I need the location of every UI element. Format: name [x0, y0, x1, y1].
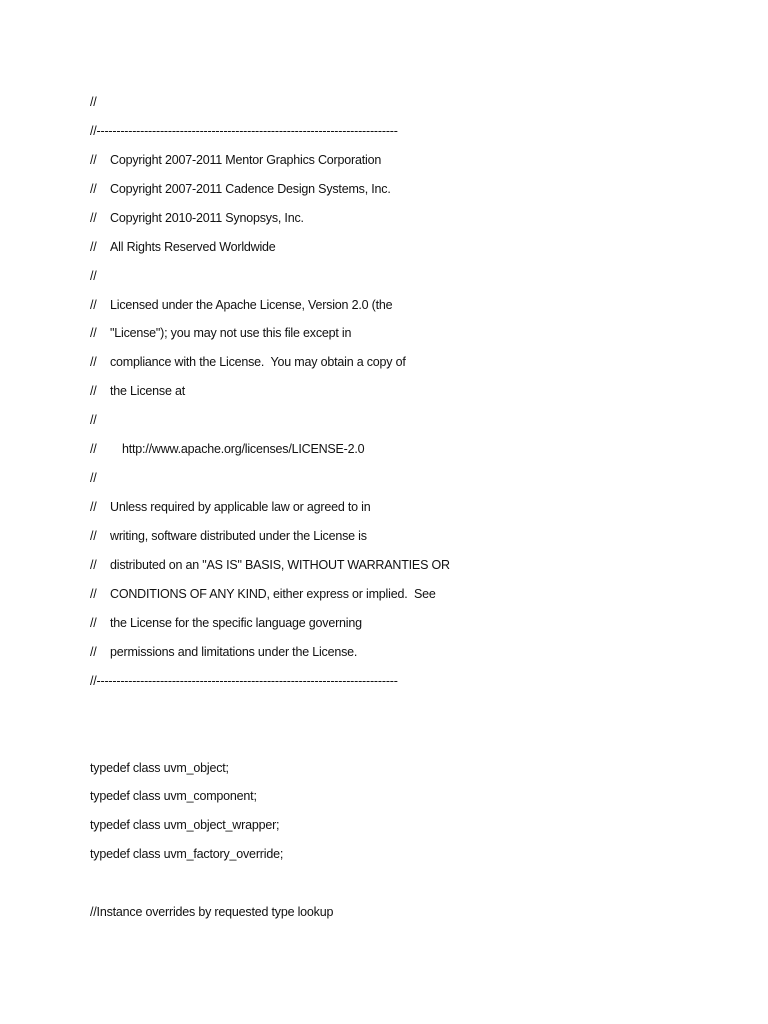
typedef-line: typedef class uvm_object;: [90, 761, 229, 775]
license-line: // distributed on an "AS IS" BASIS, WITHOUT WARRANTIES OR: [90, 558, 450, 572]
license-line: // permissions and limitations under the License.: [90, 645, 358, 659]
rights-line: // All Rights Reserved Worldwide: [90, 240, 276, 254]
license-url: http://www.apache.org/licenses/LICENSE-2.0: [122, 442, 365, 456]
code-comment: //Instance overrides by requested type lookup: [90, 905, 334, 919]
typedef-line: typedef class uvm_factory_override;: [90, 847, 284, 861]
license-line: // compliance with the License. You may obtain a copy of: [90, 355, 406, 369]
typedef-line: typedef class uvm_object_wrapper;: [90, 818, 280, 832]
separator-line: //----------------------------------------------------------------------------: [90, 674, 398, 688]
license-url-line: // http://www.apache.org/licenses/LICENSE-2.0: [90, 442, 365, 456]
comment-line: //: [90, 95, 97, 109]
separator-line: //----------------------------------------------------------------------------: [90, 124, 398, 138]
license-line: // CONDITIONS OF ANY KIND, either express or implied. See: [90, 587, 436, 601]
license-line: // the License at: [90, 384, 186, 398]
copyright-line: // Copyright 2010-2011 Synopsys, Inc.: [90, 211, 304, 225]
license-line: // Unless required by applicable law or agreed to in: [90, 500, 371, 514]
typedef-line: typedef class uvm_component;: [90, 789, 257, 803]
comment-line: //: [90, 471, 97, 485]
comment-line: //: [90, 269, 97, 283]
license-line: // the License for the specific language governing: [90, 616, 362, 630]
license-line: // Licensed under the Apache License, Version 2.0 (the: [90, 298, 393, 312]
copyright-line: // Copyright 2007-2011 Cadence Design Systems, Inc.: [90, 182, 391, 196]
license-line: // "License"); you may not use this file except in: [90, 326, 352, 340]
license-line: // writing, software distributed under the License is: [90, 529, 367, 543]
copyright-line: // Copyright 2007-2011 Mentor Graphics Corporation: [90, 153, 382, 167]
comment-line: //: [90, 413, 97, 427]
